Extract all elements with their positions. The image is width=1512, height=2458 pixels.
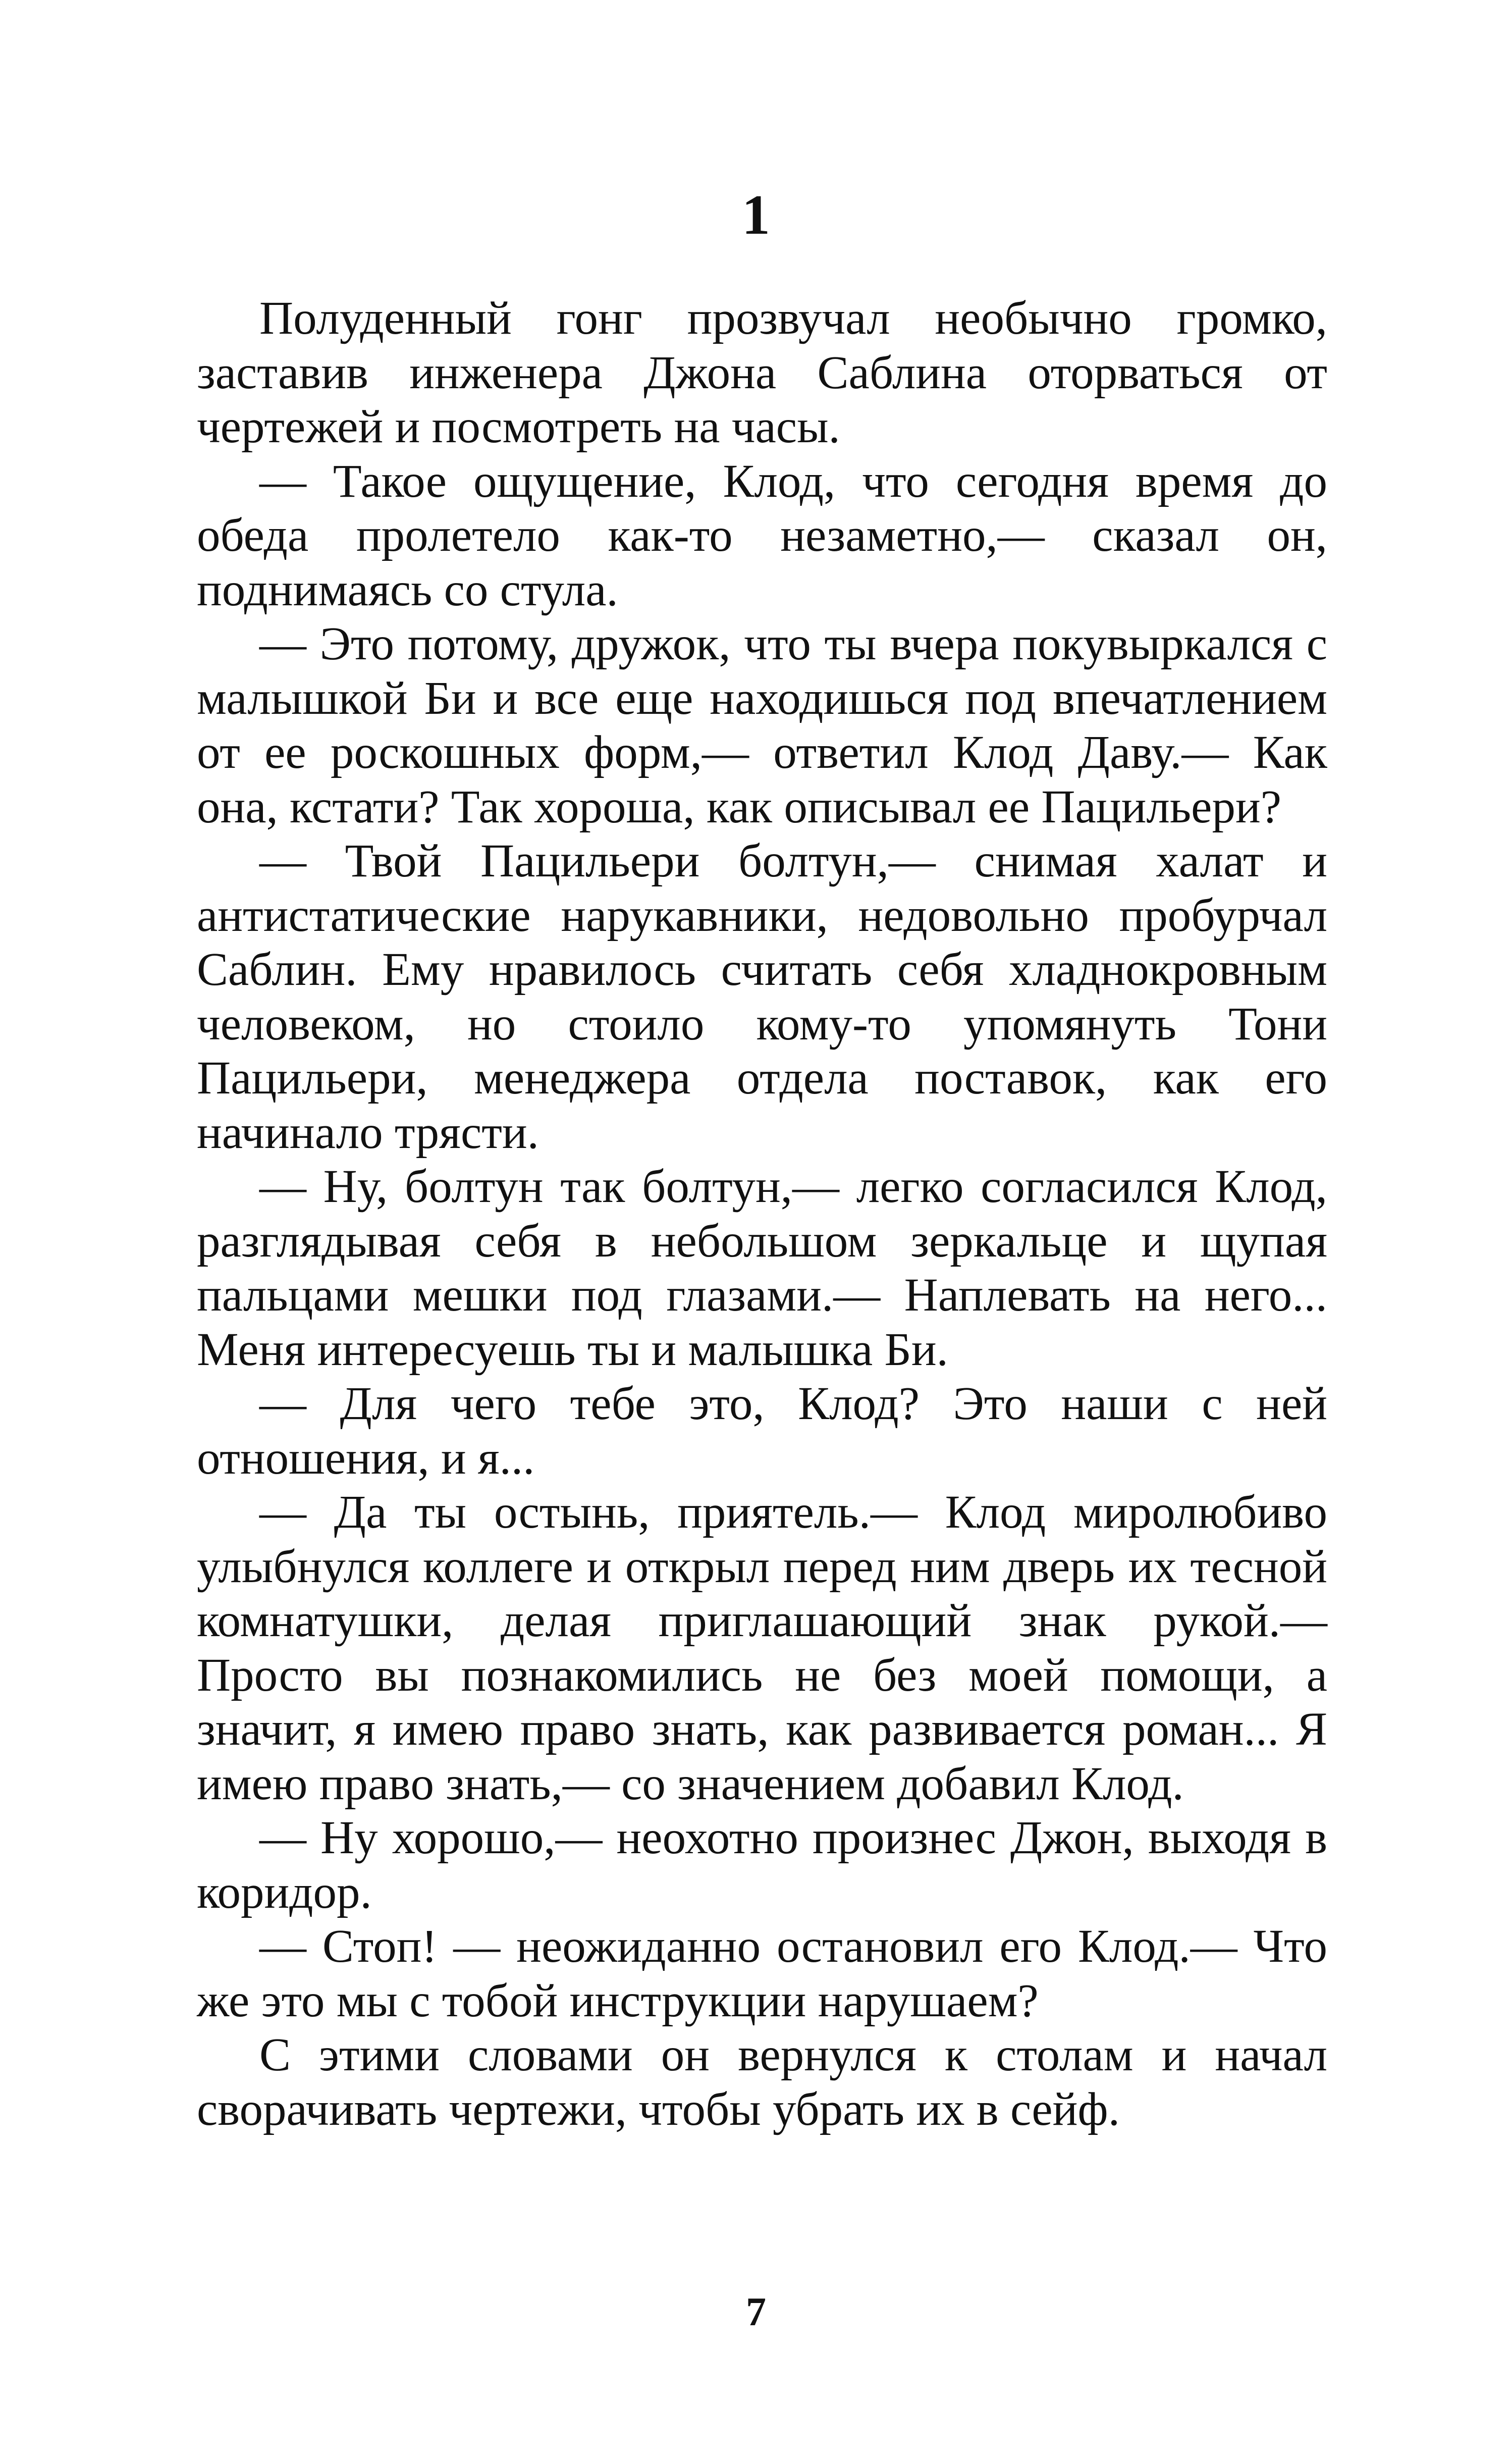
chapter-number: 1 (742, 184, 770, 246)
paragraph: — Для чего тебе это, Клод? Это наши с ней отношения, и я... (197, 1378, 1327, 1484)
paragraph: — Такое ощущение, Клод, что сегодня время до обеда пролетело как-то незаметно,— сказал он, поднимаясь со стула. (197, 455, 1327, 616)
paragraph: — Ну хорошо,— неохотно произнес Джон, выходя в коридор. (197, 1812, 1327, 1918)
paragraph: Полуденный гонг прозвучал необычно громко, заставив инженера Джона Саблина оторваться от чертежей и посмотреть на часы. (197, 292, 1327, 453)
paragraph: — Стоп! — неожиданно остановил его Клод.— Что же это мы с тобой инструкции нарушаем? (197, 1920, 1327, 2027)
body-text (197, 291, 1327, 2136)
paragraph: — Твой Пацильери болтун,— снимая халат и антистатические нарукавники, недовольно пробурчал Саблин. Ему нравилось считать себя хладнокровным человеком, но стоило кому-то упомянуть Тони Пацильери, менеджера отдела поставок, как его начинало трясти. (197, 835, 1327, 1159)
paragraph: — Ну, болтун так болтун,— легко согласился Клод, разглядывая себя в небольшом зеркальце и щупая пальцами мешки под глазами.— Наплевать на него... Меня интересуешь ты и малышка Би. (197, 1161, 1327, 1376)
page-number: 7 (746, 2290, 766, 2334)
paragraph: — Да ты остынь, приятель.— Клод миролюбиво улыбнулся коллеге и открыл перед ним дверь их тесной комнатушки, делая приглашающий знак рукой.— Просто вы познакомились не без моей помощи, а значит, я имею право знать, как развивается роман... Я имею право знать,— со значением добавил Клод. (197, 1486, 1327, 1810)
paragraph: — Это потому, дружок, что ты вчера покувыркался с малышкой Би и все еще находишься под впечатлением от ее роскошных форм,— ответил Клод Даву.— Как она, кстати? Так хороша, как описывал ее Пацильери? (197, 618, 1327, 833)
paragraph: С этими словами он вернулся к столам и начал сворачивать чертежи, чтобы убрать их в сейф. (197, 2029, 1327, 2135)
